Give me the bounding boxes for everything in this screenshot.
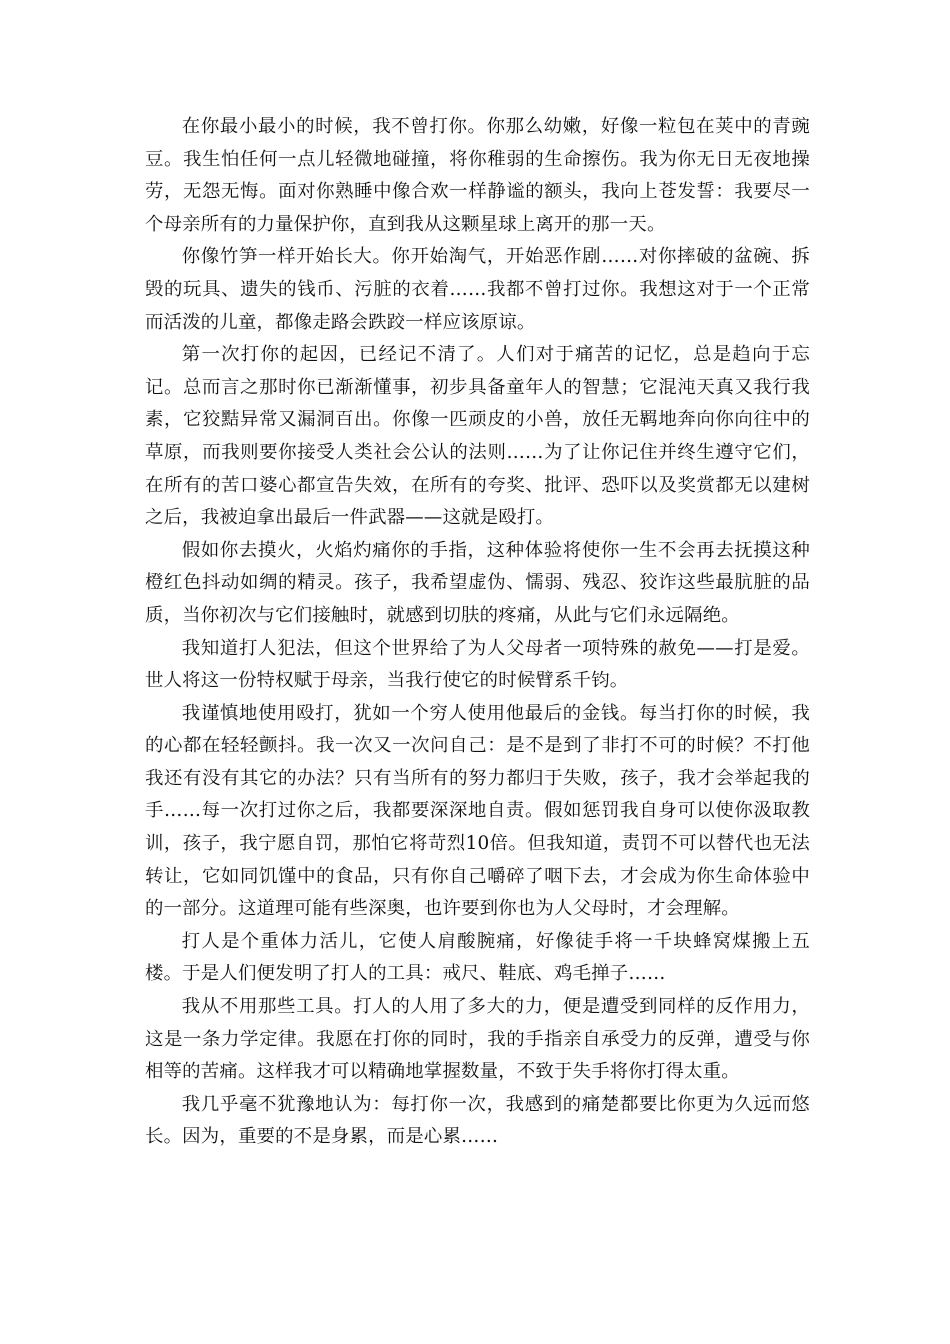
document-body bbox=[145, 111, 810, 1154]
paragraph-6: 我谨慎地使用殴打，犹如一个穷人使用他最后的金钱。每当打你的时候，我的心都在轻轻颤抖。我一次又一次问自己：是不是到了非打不可的时候？不打他我还有没有其它的办法？只有当所有的努力都归于失败，孩子，我才会举起我的手……每一次打过你之后，我都要深深地自责。假如惩罚我自身可以使你汲取教训，孩子，我宁愿自罚，那怕它将苛烈10倍。但我知道，责罚不可以替代也无法转让，它如同饥馑中的食品，只有你自己嚼碎了咽下去，才会成为你生命体验中的一部分。这道理可能有些深奥，也许要到你也为人父母时，才会理解。 bbox=[145, 702, 810, 920]
paragraph-1: 在你最小最小的时候，我不曾打你。你那么幼嫩，好像一粒包在荚中的青豌豆。我生怕任何一点儿轻微地碰撞，将你稚弱的生命擦伤。我为你无日无夜地操劳，无怨无悔。面对你熟睡中像合欢一样静谧的额头，我向上苍发誓：我要尽一个母亲所有的力量保护你，直到我从这颗星球上离开的那一天。 bbox=[145, 116, 810, 235]
paragraph-4: 假如你去摸火，火焰灼痛你的手指，这种体验将使你一生不会再去抚摸这种橙红色抖动如绸的精灵。孩子，我希望虚伪、懦弱、残忍、狡诈这些最肮脏的品质，当你初次与它们接触时，就感到切肤的疼痛，从此与它们永远隔绝。 bbox=[145, 539, 810, 626]
paragraph-2: 你像竹笋一样开始长大。你开始淘气，开始恶作剧……对你摔破的盆碗、拆毁的玩具、遗失的钱币、污脏的衣着……我都不曾打过你。我想这对于一个正常而活泼的儿童，都像走路会跌跤一样应该原谅。 bbox=[145, 246, 810, 333]
paragraph-7: 打人是个重体力活儿，它使人肩酸腕痛，好像徒手将一千块蜂窝煤搬上五楼。于是人们便发明了打人的工具：戒尺、鞋底、鸡毛掸子…… bbox=[145, 930, 810, 985]
paragraph-8: 我从不用那些工具。打人的人用了多大的力，便是遭受到同样的反作用力，这是一条力学定律。我愿在打你的同时，我的手指亲自承受力的反弹，遭受与你相等的苦痛。这样我才可以精确地掌握数量，不致于失手将你打得太重。 bbox=[145, 996, 810, 1083]
paragraph-9: 我几乎毫不犹豫地认为：每打你一次，我感到的痛楚都要比你更为久远而悠长。因为，重要的不是身累，而是心累…… bbox=[145, 1093, 810, 1148]
paragraph-3: 第一次打你的起因，已经记不清了。人们对于痛苦的记忆，总是趋向于忘记。总而言之那时你已渐渐懂事，初步具备童年人的智慧；它混沌天真又我行我素，它狡黠异常又漏洞百出。你像一匹顽皮的小兽，放任无羁地奔向你向往中的草原，而我则要你接受人类社会公认的法则……为了让你记住并终生遵守它们，在所有的苦口婆心都宣告失效，在所有的夸奖、批评、恐吓以及奖赏都无以建树之后，我被迫拿出最后一件武器——这就是殴打。 bbox=[145, 344, 810, 529]
paragraph-5: 我知道打人犯法，但这个世界给了为人父母者一项特殊的赦免——打是爱。世人将这一份特权赋于母亲，当我行使它的时候臂系千钧。 bbox=[145, 637, 810, 692]
